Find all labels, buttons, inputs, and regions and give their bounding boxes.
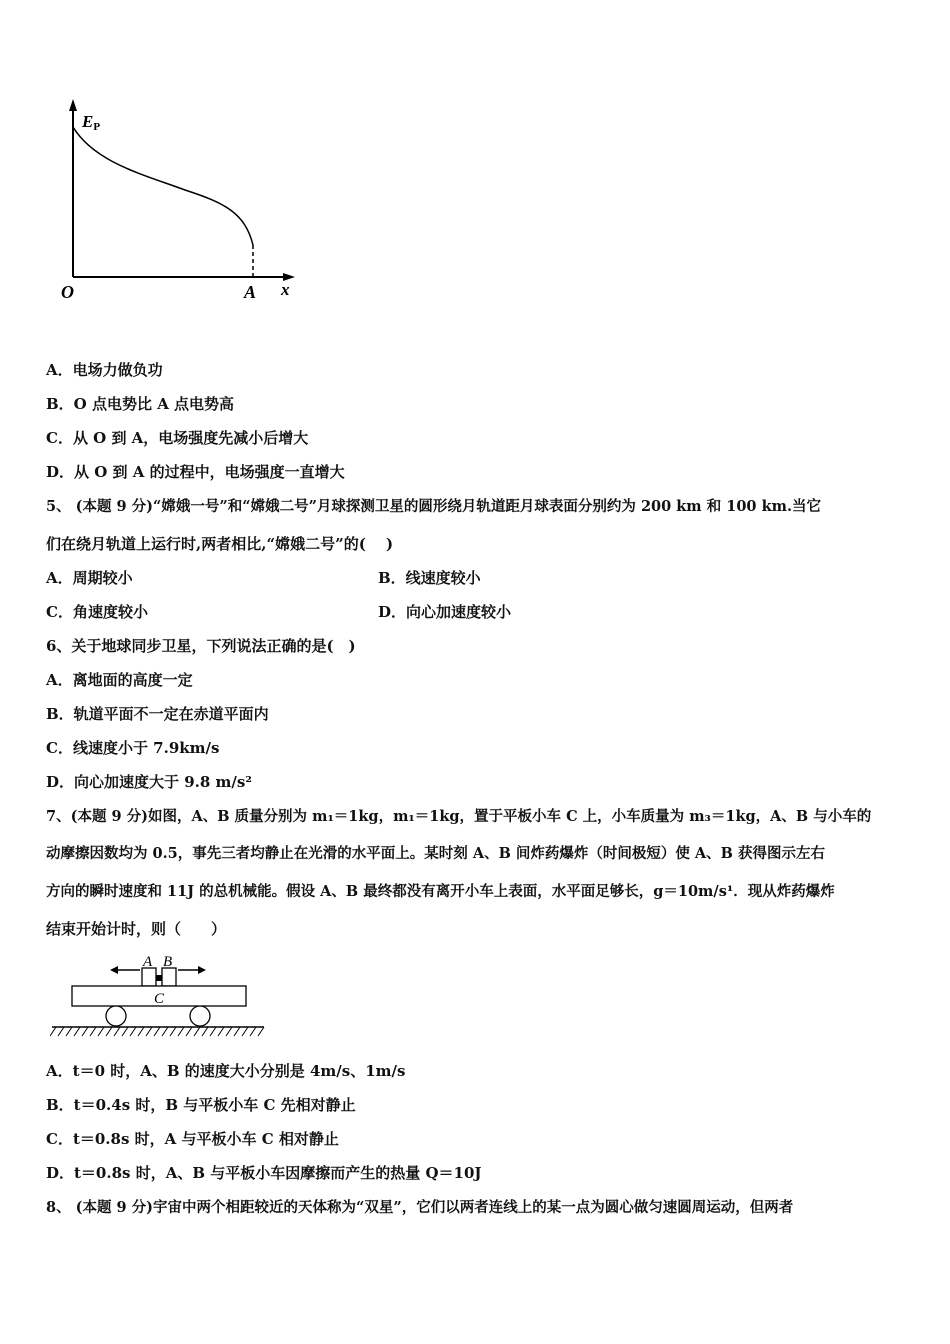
q5-option-c: C．角速度较小	[46, 603, 148, 621]
q7-option-a: A．t＝0 时，A、B 的速度大小分别是 4m/s、1m/s	[46, 1062, 406, 1080]
label-b: B	[163, 954, 173, 970]
q6-option-b: B．轨道平面不一定在赤道平面内	[46, 705, 269, 723]
q4-option-d: D．从 O 到 A 的过程中，电场强度一直增大	[46, 463, 345, 481]
x-axis-label: x	[281, 280, 290, 299]
q7-stem-line4: 结束开始计时，则（ ）	[46, 920, 227, 938]
q6-option-d: D．向心加速度大于 9.8 m/s²	[46, 773, 252, 791]
y-axis-arrow	[69, 99, 77, 111]
arrow-left-head	[110, 966, 118, 974]
q5-option-b: B．线速度较小	[378, 569, 481, 587]
point-a-label: A	[244, 282, 257, 302]
q7-option-c: C．t＝0.8s 时，A 与平板小车 C 相对静止	[46, 1130, 339, 1148]
q7-option-d: D．t＝0.8s 时，A、B 与平板小车因摩擦而产生的热量 Q＝10J	[46, 1164, 482, 1182]
ground-hatch	[50, 1027, 264, 1036]
q6-stem: 6、关于地球同步卫星，下列说法正确的是( )	[46, 637, 356, 655]
q4-option-a: A．电场力做负功	[46, 361, 163, 379]
block-b	[162, 968, 176, 986]
label-c: C	[154, 991, 165, 1007]
arrow-right-head	[198, 966, 206, 974]
q8-stem-line1: 8、 (本题 9 分)宇宙中两个相距较近的天体称为“双星”，它们以两者连线上的某一点为圆心做匀速圆周运动，但两者	[46, 1199, 794, 1216]
q7-option-b: B．t＝0.4s 时，B 与平板小车 C 先相对静止	[46, 1096, 356, 1114]
explosive	[156, 975, 162, 981]
q6-option-a: A．离地面的高度一定	[46, 671, 193, 689]
wheel-right	[190, 1006, 210, 1026]
q5-stem-line1: 5、 (本题 9 分)“嫦娥一号”和“嫦娥二号”月球探测卫星的圆形绕月轨道距月球表面分别约为 200 km 和 100 km.当它	[46, 498, 822, 515]
q7-stem-line3: 方向的瞬时速度和 11J 的总机械能。假设 A、B 最终都没有离开小车上表面，水平面足够长，g＝10m/s¹．现从炸药爆炸	[46, 883, 835, 900]
q4-option-b: B．O 点电势比 A 点电势高	[46, 395, 235, 413]
q5-stem-line2: 们在绕月轨道上运行时,两者相比,“嫦娥二号”的( )	[46, 535, 394, 553]
label-a: A	[143, 954, 153, 970]
q4-option-c: C．从 O 到 A，电场强度先减小后增大	[46, 429, 309, 447]
cart-diagram	[50, 950, 270, 1042]
origin-label: O	[61, 282, 74, 302]
ep-curve	[73, 127, 253, 245]
q7-stem-line2: 动摩擦因数均为 0.5，事先三者均静止在光滑的水平面上。某时刻 A、B 间炸药爆炸（时间极短）使 A、B 获得图示左右	[46, 845, 825, 862]
wheel-left	[106, 1006, 126, 1026]
block-a	[142, 968, 156, 986]
y-axis-label: EP	[82, 112, 101, 133]
q5-option-d: D．向心加速度较小	[378, 603, 512, 621]
ep-x-graph	[55, 95, 305, 310]
q5-option-a: A．周期较小	[46, 569, 133, 587]
q7-stem-line1: 7、(本题 9 分)如图，A、B 质量分别为 m₁＝1kg，m₁＝1kg，置于平板小车 C 上，小车质量为 m₃＝1kg，A、B 与小车的	[46, 808, 872, 825]
q6-option-c: C．线速度小于 7.9km/s	[46, 739, 220, 757]
